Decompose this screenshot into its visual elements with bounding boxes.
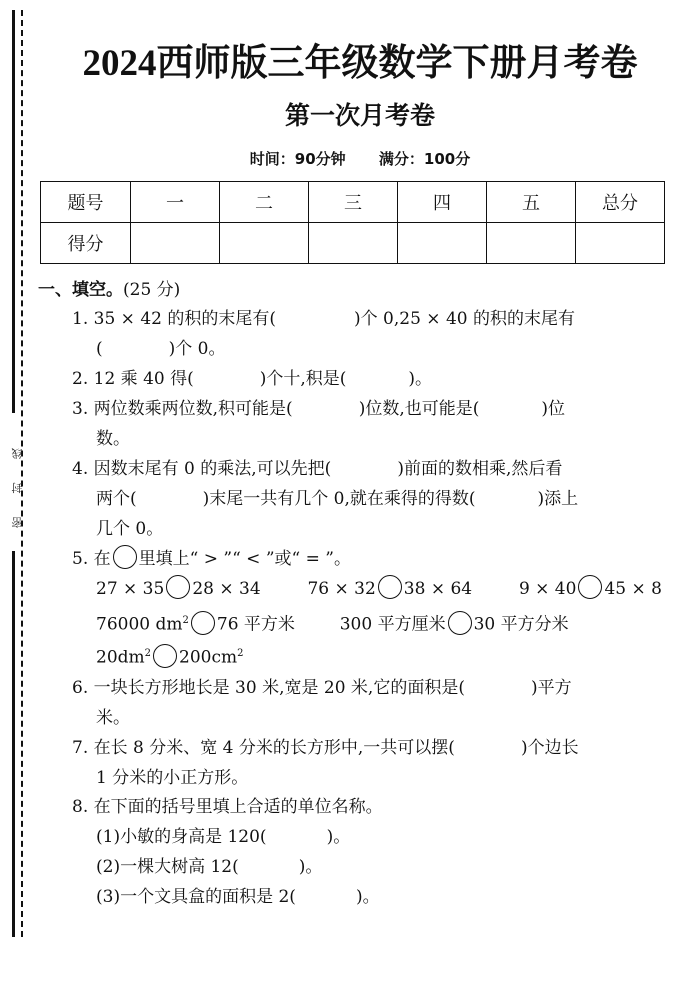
exam-time: 时间：90分钟 <box>249 150 346 168</box>
compare-circle-input[interactable] <box>378 575 402 599</box>
compare-circle-input[interactable] <box>448 611 472 635</box>
comparison-left: 9 × 40 <box>518 579 577 599</box>
question-text: )个十,积是( <box>259 369 347 389</box>
table-cell: 得分 <box>41 223 131 264</box>
question-text: 因数末尾有 0 的乘法,可以先把( <box>93 459 332 479</box>
question-number: 3. <box>72 399 89 419</box>
question-text: 35 × 42 的积的末尾有( <box>93 309 276 329</box>
comparison-row-3 <box>96 639 243 673</box>
question-number: 5. <box>72 549 89 569</box>
question-text: ( <box>96 339 103 359</box>
question-text: (1)小敏的身高是 120( <box>96 827 267 847</box>
question-text: )前面的数相乘,然后看 <box>397 459 563 479</box>
question-number: 7. <box>72 738 89 758</box>
score-input-cell[interactable] <box>576 223 665 264</box>
comparison-right: 38 × 64 <box>403 579 473 599</box>
exam-full-score: 满分：100分 <box>378 150 471 168</box>
question-8-sub-3 <box>96 882 380 912</box>
compare-circle-input[interactable] <box>153 644 177 668</box>
question-text: )。 <box>355 887 380 907</box>
comparison-left: 76000 dm <box>96 614 183 635</box>
score-table-header-row <box>41 182 665 223</box>
table-cell: 二 <box>220 182 309 223</box>
binding-label: 密 封 线 <box>11 438 24 528</box>
score-input-cell[interactable] <box>398 223 487 264</box>
question-text: 在长 8 分米、宽 4 分米的长方形中,一共可以摆( <box>93 738 455 758</box>
score-input-cell[interactable] <box>487 223 576 264</box>
question-number: 2. <box>72 369 89 389</box>
superscript: 2 <box>182 615 189 626</box>
binding-line-bottom <box>12 551 15 937</box>
question-text: 一块长方形地长是 30 米,宽是 20 米,它的面积是( <box>93 678 465 698</box>
question-text: )位数,也可能是( <box>358 399 480 419</box>
table-cell: 一 <box>131 182 220 223</box>
superscript: 2 <box>144 648 152 659</box>
question-2 <box>72 364 432 394</box>
question-6-cont: 米。 <box>96 708 130 728</box>
compare-circle-input[interactable] <box>191 611 215 635</box>
compare-circle-input[interactable] <box>578 575 602 599</box>
question-number: 8. <box>72 797 89 817</box>
question-6 <box>72 673 572 703</box>
question-text: )。 <box>408 369 433 389</box>
question-1 <box>72 304 575 334</box>
comparison-right: 45 × 8 <box>604 579 662 599</box>
score-table <box>40 181 665 264</box>
score-input-cell[interactable] <box>131 223 220 264</box>
score-input-cell[interactable] <box>220 223 309 264</box>
comparison-row-1 <box>96 574 662 604</box>
question-number: 1. <box>72 309 89 329</box>
table-cell: 五 <box>487 182 576 223</box>
question-8-sub-1 <box>96 822 350 852</box>
question-8 <box>72 792 383 822</box>
question-4 <box>72 454 562 484</box>
question-8-sub-2 <box>96 852 322 882</box>
question-number: 4. <box>72 459 89 479</box>
question-text: )个 0。 <box>168 339 226 359</box>
question-4-cont2: 几个 0。 <box>96 519 164 539</box>
comparison-left: 76 × 32 <box>307 579 376 599</box>
table-cell: 题号 <box>41 182 131 223</box>
circle-icon <box>113 545 137 569</box>
comparison-right: 30 平方分米 <box>473 614 569 635</box>
question-text: (2)一棵大树高 12( <box>96 857 239 877</box>
question-number: 6. <box>72 678 89 698</box>
question-text: 在 <box>93 549 111 569</box>
question-1-cont <box>96 334 226 364</box>
comparison-row-2 <box>96 606 569 640</box>
section-title <box>38 275 180 300</box>
table-cell: 总分 <box>576 182 665 223</box>
binding-line-top <box>12 10 15 413</box>
question-text: 两个( <box>96 489 137 509</box>
score-input-cell[interactable] <box>309 223 398 264</box>
question-3 <box>72 394 565 424</box>
question-text: )个边长 <box>520 738 579 758</box>
compare-circle-input[interactable] <box>166 575 190 599</box>
section-points: (25 分) <box>123 280 181 300</box>
question-text: )。 <box>326 827 351 847</box>
question-text: 在下面的括号里填上合适的单位名称。 <box>93 797 383 817</box>
question-3-cont: 数。 <box>96 429 130 449</box>
question-text: (3)一个文具盒的面积是 2( <box>96 887 296 907</box>
comparison-left: 27 × 35 <box>96 579 165 599</box>
question-text: )末尾一共有几个 0,就在乘得的得数( <box>202 489 476 509</box>
exam-meta <box>40 148 680 169</box>
question-text: )平方 <box>530 678 572 698</box>
question-text: 里填上“ > ”“ < ”或“ = ”。 <box>138 549 351 569</box>
question-text: )添上 <box>537 489 579 509</box>
question-4-cont <box>96 484 578 514</box>
section-title-text: 一、填空。 <box>38 280 123 300</box>
table-cell: 三 <box>309 182 398 223</box>
page-subtitle: 第一次月考卷 <box>284 101 435 130</box>
score-table-score-row <box>41 223 665 264</box>
question-text: )个 0,25 × 40 的积的末尾有 <box>354 309 575 329</box>
question-text: )位 <box>541 399 565 419</box>
question-text: 两位数乘两位数,积可能是( <box>93 399 293 419</box>
question-5 <box>72 544 351 574</box>
question-text: )。 <box>298 857 323 877</box>
question-7 <box>72 733 579 763</box>
superscript: 2 <box>237 648 244 659</box>
page-title: 2024西师版三年级数学下册月考卷 <box>82 43 638 84</box>
question-text: 12 乘 40 得( <box>93 369 194 389</box>
comparison-left: 300 平方厘米 <box>339 614 446 635</box>
comparison-right: 76 平方米 <box>216 614 295 635</box>
question-7-cont: 1 分米的小正方形。 <box>96 768 249 788</box>
comparison-left: 20dm <box>96 647 145 668</box>
table-cell: 四 <box>398 182 487 223</box>
comparison-right: 28 × 34 <box>192 579 261 599</box>
comparison-right: 200cm <box>179 647 238 668</box>
